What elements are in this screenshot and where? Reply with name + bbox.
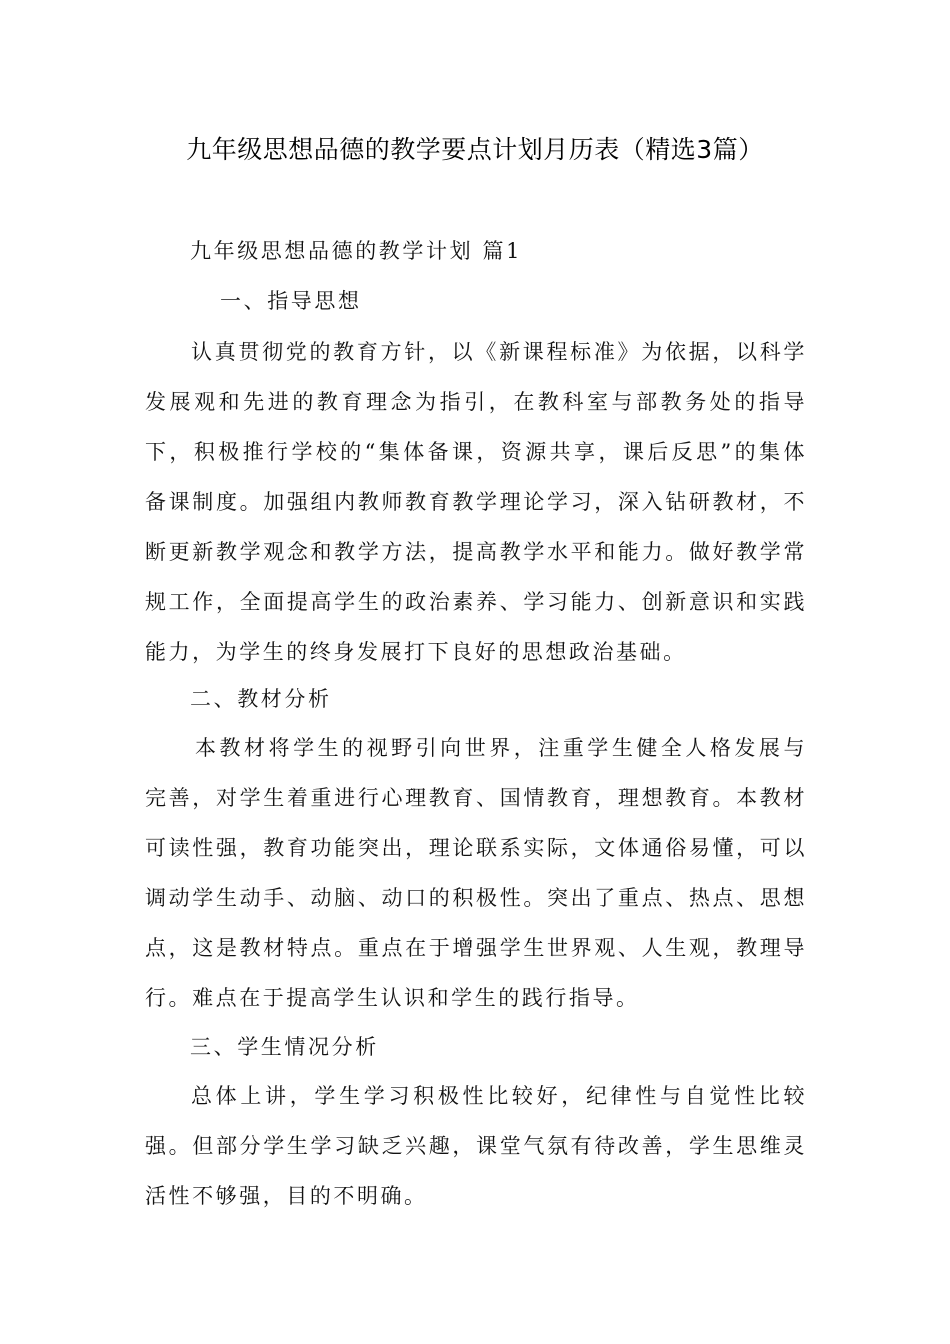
section-heading-student-analysis: 三、学生情况分析 [190, 1035, 379, 1059]
section-paragraph-textbook-analysis: 本教材将学生的视野引向世界，注重学生健全人格发展与完善，对学生着重进行心理教育、国情教育，理想教育。本教材可读性强，教育功能突出，理论联系实际，文体通俗易懂，可以调动学生动手、动脑、动口的积极性。突出了重点、热点、思想点，这是教材特点。重点在于增强学生世界观、人生观，教理导行。难点在于提高学生认识和学生的践行指导。 [145, 736, 807, 1010]
section-heading-guiding-ideology: 一、指导思想 [220, 289, 362, 313]
document-title: 九年级思想品德的教学要点计划月历表（精选3篇） [186, 135, 764, 164]
section-heading-textbook-analysis: 二、教材分析 [190, 687, 332, 711]
section-paragraph-guiding-ideology: 认真贯彻党的教育方针，以《新课程标准》为依据，以科学发展观和先进的教育理念为指引，在教科室与部教务处的指导下，积极推行学校的“集体备课，资源共享，课后反思”的集体备课制度。加强组内教师教育教学理论学习，深入钻研教材，不断更新教学观念和教学方法，提高教学水平和能力。做好教学常规工作，全面提高学生的政治素养、学习能力、创新意识和实践能力，为学生的终身发展打下良好的思想政治基础。 [145, 340, 807, 664]
section-paragraph-student-analysis: 总体上讲，学生学习积极性比较好，纪律性与自觉性比较强。但部分学生学习缺乏兴趣，课堂气氛有待改善，学生思维灵活性不够强，目的不明确。 [145, 1084, 807, 1208]
document-subtitle: 九年级思想品德的教学计划 篇1 [190, 239, 523, 263]
